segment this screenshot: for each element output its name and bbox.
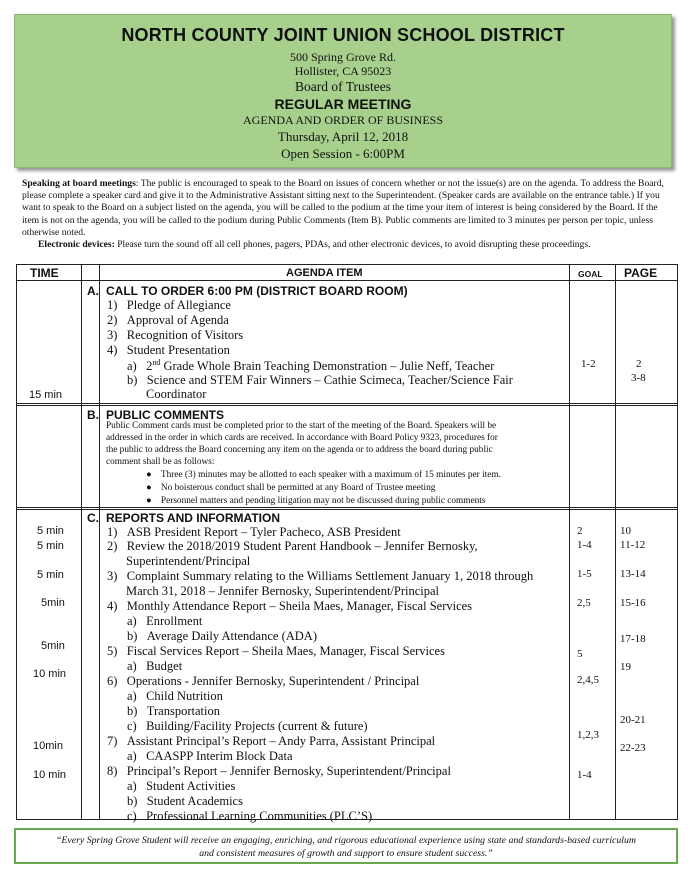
item-number: 7) [107, 734, 118, 748]
section-a-divider [16, 403, 678, 406]
item-text: CAASPP Interim Block Data [146, 749, 293, 763]
ordinal-suffix: nd [152, 358, 161, 367]
section-c-title: REPORTS AND INFORMATION [106, 511, 280, 525]
sub-item-continuation: Coordinator [146, 387, 207, 401]
ordinal-number: 2 [146, 359, 153, 374]
board-title: Board of Trustees [294, 79, 391, 94]
bullet-item [146, 483, 435, 493]
time-allotment: 5 min [37, 525, 64, 537]
item-number: a) [127, 749, 137, 763]
bullet-item [146, 496, 485, 506]
item-text: Building/Facility Projects (current & future) [146, 719, 368, 733]
item-number: 3) [107, 328, 118, 342]
time-allotment: 10 min [33, 769, 67, 781]
item-text: March 31, 2018 – Jennifer Bernosky, Superintendent/Principal [126, 584, 440, 598]
item-number: 1) [107, 525, 118, 539]
table-border-left [16, 264, 17, 820]
sub-list-item [127, 614, 202, 629]
section-b-divider [16, 507, 678, 510]
item-number: 2) [107, 539, 118, 553]
goal-header: GOAL [578, 269, 603, 279]
list-item [107, 525, 401, 540]
sub-list-item [127, 719, 368, 734]
item-number: a) [127, 659, 137, 673]
agenda-table [16, 264, 678, 823]
list-item [107, 764, 451, 779]
speaking-text: : The public is encouraged to speak to the Board on issues of concern whether or not the issue(s) are on the agenda. To address the Board, please complete a speaker card and give it to the Administrative Assistant sitting next to the Superintendent. (Speaker cards are available on the entrance table.) If you want to speak to the Board on a subject listed on the agenda, you will be called to the podium at the time your item of interest is being considered by the Board. If the item is not on the agenda, you will be called to the podium during Public Comments (Item B). Public comments are limited to 3 minutes per person per topic, unless otherwise noted. [22, 178, 664, 238]
time-allotment: 5min [41, 597, 65, 609]
header-banner [14, 14, 672, 168]
sub-item-second-grade [127, 358, 494, 374]
item-number: b) [127, 629, 138, 643]
section-b-letter: B. [87, 408, 99, 422]
page-value: 10 [620, 525, 631, 537]
bullet-text: Personnel matters and pending litigation may not be discussed during public comments [160, 496, 486, 506]
page-value: 11-12 [620, 539, 646, 551]
section-a-page: 2 [636, 358, 642, 370]
time-allotment: 5min [41, 640, 65, 652]
sub-list-item [127, 629, 317, 644]
item-text: Budget [146, 659, 183, 673]
list-item [107, 674, 419, 689]
page-value: 15-16 [620, 597, 646, 609]
section-a-time: 15 min [29, 389, 63, 401]
item-text: Approval of Agenda [126, 313, 229, 327]
bullet-item [146, 470, 501, 480]
intro-notes [22, 178, 670, 251]
bullet-icon: ● [146, 470, 152, 480]
item-number: a) [127, 689, 137, 703]
item-number: 6) [107, 674, 118, 688]
sub-item-text: Science and STEM Fair Winners – Cathie Scimeca, Teacher/Science Fair [146, 373, 513, 387]
goal-value: 2,4,5 [577, 674, 599, 686]
mission-statement [14, 828, 678, 864]
goal-col-divider [615, 264, 616, 820]
page-value: 20-21 [620, 714, 646, 726]
goal-value: 1-4 [577, 539, 592, 551]
item-text: Superintendent/Principal [126, 554, 251, 568]
district-name: NORTH COUNTY JOINT UNION SCHOOL DISTRICT [121, 25, 565, 45]
item-text: ASB President Report – Tyler Pacheco, ASB President [126, 525, 401, 539]
list-item [126, 554, 250, 569]
agenda-item-header: AGENDA ITEM [286, 267, 363, 279]
bullet-icon: ● [146, 483, 152, 493]
agenda-heading: AGENDA AND ORDER OF BUSINESS [242, 113, 444, 127]
item-text: Student Presentation [126, 343, 230, 357]
item-text: Average Daily Attendance (ADA) [146, 629, 317, 643]
address-line-2: Hollister, CA 95023 [294, 64, 392, 78]
item-number: a) [127, 614, 137, 628]
section-c-letter: C. [87, 511, 99, 525]
table-border-right [677, 264, 678, 820]
meeting-date: Thursday, April 12, 2018 [277, 129, 409, 144]
item-text: Complaint Summary relating to the Williams Settlement January 1, 2018 through [126, 569, 534, 583]
sub-list-item [127, 794, 243, 809]
list-item [107, 569, 533, 584]
page-value: 17-18 [620, 633, 646, 645]
item-number: c) [127, 809, 137, 823]
page-value: 19 [620, 661, 631, 673]
section-b-title: PUBLIC COMMENTS [106, 408, 224, 422]
public-comment-line: Public Comment cards must be completed prior to the start of the meeting of the Board. Speakers will be [106, 421, 497, 431]
sub-list-item [127, 689, 223, 704]
item-number: 4) [107, 343, 118, 357]
goal-value: 2,5 [577, 597, 591, 609]
item-text: Student Activities [146, 779, 236, 793]
list-item [107, 599, 472, 614]
item-text: Assistant Principal’s Report – Andy Parra, Assistant Principal [126, 734, 436, 748]
list-item [107, 644, 445, 659]
section-a-title: CALL TO ORDER 6:00 PM (DISTRICT BOARD ROOM) [106, 284, 408, 298]
sub-list-item [127, 749, 293, 764]
page-value: 22-23 [620, 742, 646, 754]
goal-value: 1-5 [577, 568, 592, 580]
sub-list-item [127, 779, 235, 794]
public-comment-line: addressed in the order in which cards are received. In accordance with Board Policy 9323, procedures for [106, 433, 498, 443]
item-text: Student Academics [146, 794, 243, 808]
address-line-1: 500 Spring Grove Rd. [290, 50, 396, 64]
item-text: Principal’s Report – Jennifer Bernosky, Superintendent/Principal [126, 764, 451, 778]
mission-line-1: “Every Spring Grove Student will receive an engaging, enriching, and rigorous educational experience using state and standards-based curriculum [55, 835, 636, 846]
item-text: Operations - Jennifer Bernosky, Superintendent / Principal [126, 674, 420, 688]
public-comment-line: the public to address the Board concerning any item on the agenda or to address the board during public [106, 445, 493, 455]
time-col-divider [81, 264, 82, 820]
item-text: Pledge of Allegiance [126, 298, 231, 312]
sub-item-number: b) [127, 373, 138, 387]
item-text: Transportation [146, 704, 220, 718]
section-a-letter: A. [87, 284, 99, 298]
sub-list-item [127, 659, 182, 674]
item-text: Child Nutrition [146, 689, 223, 703]
item-number: a) [127, 779, 137, 793]
list-item [107, 539, 478, 554]
section-a-goal: 1-2 [581, 358, 596, 370]
public-comment-line: comment shall be as follows: [106, 457, 215, 467]
item-number: 4) [107, 599, 118, 613]
devices-text: Please turn the sound off all cell phones, pagers, PDAs, and other electronic devices, to avoid disrupting these proceedings. [114, 239, 591, 251]
goal-value: 2 [577, 525, 583, 537]
page-header: PAGE [624, 266, 658, 280]
sub-list-item [127, 704, 220, 719]
item-number: 8) [107, 764, 118, 778]
page-value: 13-14 [620, 568, 646, 580]
goal-value: 1-4 [577, 769, 592, 781]
goal-value: 5 [577, 648, 583, 660]
session-time: Open Session - 6:00PM [281, 146, 405, 161]
meeting-type: REGULAR MEETING [274, 96, 412, 112]
time-allotment: 10 min [33, 668, 67, 680]
sub-list-item [127, 809, 372, 824]
item-number: 5) [107, 644, 118, 658]
sub-item-stem-fair [127, 373, 513, 388]
sub-item-text: Grade Whole Brain Teaching Demonstration – Julie Neff, Teacher [160, 359, 495, 374]
time-allotment: 5 min [37, 569, 64, 581]
item-number: b) [127, 794, 138, 808]
list-item [126, 584, 439, 599]
list-item [107, 328, 243, 343]
section-a-page-range: 3-8 [631, 372, 646, 384]
devices-label: Electronic devices: [38, 239, 115, 251]
item-text: Recognition of Visitors [126, 328, 244, 342]
table-border-top [16, 264, 678, 265]
item-number: 1) [107, 298, 118, 312]
devices-paragraph [22, 239, 670, 251]
item-number: b) [127, 704, 138, 718]
mission-line-2: and consistent measures of growth and support to ensure student success.” [199, 848, 493, 859]
list-item [107, 734, 435, 749]
header-divider [16, 280, 678, 281]
time-allotment: 10min [33, 740, 63, 752]
item-text: Review the 2018/2019 Student Parent Handbook – Jennifer Bernosky, [126, 539, 478, 553]
item-number: 2) [107, 313, 118, 327]
letter-col-divider [99, 264, 100, 820]
bullet-icon: ● [146, 496, 152, 506]
list-item [107, 313, 229, 328]
item-text: Monthly Attendance Report – Sheila Maes, Manager, Fiscal Services [126, 599, 473, 613]
item-text: Enrollment [146, 614, 203, 628]
bullet-text: No boisterous conduct shall be permitted at any Board of Trustee meeting [160, 483, 436, 493]
list-item [107, 343, 230, 358]
sub-item-number: a) [127, 359, 137, 374]
item-col-divider [569, 264, 570, 820]
time-header: TIME [30, 266, 59, 280]
speaking-label: Speaking at board meetings [22, 178, 136, 189]
list-item [107, 298, 231, 313]
goal-value: 1,2,3 [577, 729, 599, 741]
item-text: Fiscal Services Report – Sheila Maes, Manager, Fiscal Services [126, 644, 445, 658]
time-allotment: 5 min [37, 540, 64, 552]
item-text: Professional Learning Communities (PLC’S) [146, 809, 373, 823]
item-number: 3) [107, 569, 118, 583]
bullet-text: Three (3) minutes may be allotted to each speaker with a maximum of 15 minutes per item. [160, 470, 501, 480]
item-number: c) [127, 719, 137, 733]
speaking-paragraph [22, 178, 670, 239]
